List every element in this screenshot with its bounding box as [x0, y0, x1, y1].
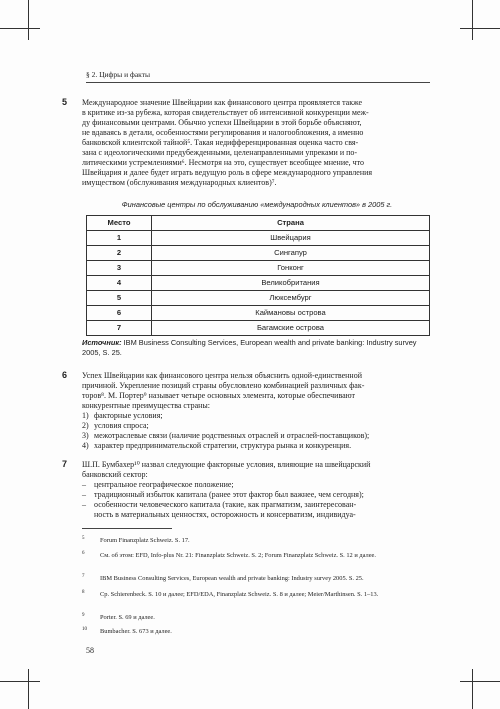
- footnote-number: 9: [82, 613, 85, 618]
- paragraph-number: 5: [62, 97, 68, 107]
- footnote-text: IBM Business Consulting Services, European wealth and private banking: Industry survey 2005. S. 25.: [100, 575, 364, 582]
- crop-mark: [460, 681, 500, 682]
- list-item: [82, 441, 432, 451]
- footnote-text: Forum Finanzplatz Schweiz. S. 17.: [100, 537, 190, 544]
- footnote-text: Ср. Schierenbeck. S. 10 и далее; EFD/EDA, Finanzplatz Schweiz. S. 8 и далее; Meier/Marthinsen. S. 1–13.: [100, 591, 379, 598]
- text-line: торов⁸. М. Портер⁹ называет четыре основных элемента, которые обеспечивают: [82, 391, 356, 400]
- cell-country: Швейцария: [152, 231, 430, 246]
- paragraph-5: [82, 98, 432, 188]
- list-item: [82, 411, 432, 421]
- cell-country: Великобритания: [152, 276, 430, 291]
- text-line: Швейцария и далее будет играть ведущую роль в сфере международного управления: [82, 168, 373, 177]
- cell-country: Гонконг: [152, 261, 430, 276]
- text-line: банковский сектор:: [82, 470, 148, 479]
- paragraph-7: [82, 460, 432, 520]
- list-text: условия спроса;: [94, 421, 149, 430]
- cell-place: 5: [87, 291, 152, 306]
- text-line: в критике из-за рубежа, которая свидетельствует об интенсивной конкуренции меж-: [82, 108, 369, 117]
- paragraph-number: 6: [62, 370, 68, 380]
- text-line: ду финансовыми центрами. Обычно успехи Швейцарии в этой борьбе объясняют,: [82, 118, 362, 127]
- source-text: IBM Business Consulting Services, European wealth and private banking: Industry survey 2005, S. 25.: [82, 338, 417, 357]
- footnote-number: 6: [82, 551, 85, 556]
- text-line: конкурентные преимущества страны:: [82, 401, 210, 410]
- list-text: ность в материальных ценностях, осторожность и консерватизм, индивидуа-: [94, 510, 356, 519]
- list-text: факторные условия;: [94, 411, 163, 420]
- list-item: [82, 480, 432, 490]
- paragraph-6: [82, 371, 432, 451]
- cell-place: 4: [87, 276, 152, 291]
- cell-place: 1: [87, 231, 152, 246]
- list-item: [82, 510, 432, 520]
- text-line: имуществом (обслуживания международных клиентов)⁷.: [82, 178, 277, 187]
- page-number: 58: [86, 646, 94, 655]
- paragraph-number: 7: [62, 459, 68, 469]
- text-line: причиной. Укрепление позиций страны обусловлено комбинацией различных фак-: [82, 381, 365, 390]
- list-marker: 3): [82, 431, 89, 440]
- cell-place: 6: [87, 306, 152, 321]
- conditions-list: [82, 480, 432, 520]
- table-source: [82, 338, 432, 358]
- running-header: § 2. Цифры и факты: [86, 70, 151, 79]
- cell-place: 7: [87, 321, 152, 336]
- crop-mark: [472, 669, 473, 709]
- footnote-number: 5: [82, 536, 85, 541]
- list-text: традиционный избыток капитала (ранее этот фактор был важнее, чем сегодня);: [94, 490, 364, 499]
- table-row: [87, 261, 430, 276]
- cell-place: 3: [87, 261, 152, 276]
- list-text: центральное географическое положение;: [94, 480, 234, 489]
- crop-mark: [460, 28, 500, 29]
- crop-mark: [28, 0, 29, 40]
- text-line: не вдаваясь в детали, особенностями регулирования и налогообложения, а именно: [82, 128, 364, 137]
- cell-country: Каймановы острова: [152, 306, 430, 321]
- text-line: банковской клиентской тайной⁵. Такая недифференцированная оценка часто свя-: [82, 138, 359, 147]
- crop-mark: [28, 669, 29, 709]
- column-header-country: Страна: [152, 216, 430, 231]
- list-marker: 2): [82, 421, 89, 430]
- source-label: Источник:: [82, 338, 122, 347]
- header-rule: [86, 82, 430, 83]
- list-text: характер предпринимательской стратегии, структура рынка и конкуренция.: [94, 441, 352, 450]
- footnote-number: 8: [82, 590, 85, 595]
- text-line: Успех Швейцарии как финансового центра нельзя объяснить одной-единственной: [82, 371, 362, 380]
- table-header-row: [87, 216, 430, 231]
- financial-centers-table: [86, 215, 430, 336]
- list-marker: 4): [82, 441, 89, 450]
- table-row: [87, 306, 430, 321]
- list-marker: 1): [82, 411, 89, 420]
- list-item: [82, 500, 432, 510]
- text-line: зана с идеологическими предубежденными, целенаправленными упреками и по-: [82, 148, 358, 157]
- table-row: [87, 276, 430, 291]
- crop-mark: [472, 0, 473, 40]
- table-row: [87, 246, 430, 261]
- text-line: литическими устремлениями⁶. Несмотря на это, существует всеобщее мнение, что: [82, 158, 365, 167]
- crop-mark: [0, 681, 40, 682]
- footnote-text: Porter. S. 69 и далее.: [100, 614, 155, 621]
- table-row: [87, 231, 430, 246]
- table-row: [87, 291, 430, 306]
- list-item: [82, 421, 432, 431]
- text-line: Международное значение Швейцарии как финансового центра проявляется также: [82, 98, 363, 107]
- crop-mark: [0, 28, 40, 29]
- text-line: Ш.П. Бумбахер¹⁰ назвал следующие факторные условия, влияющие на швейцарский: [82, 460, 371, 469]
- list-marker: –: [82, 500, 86, 509]
- cell-place: 2: [87, 246, 152, 261]
- list-item: [82, 431, 432, 441]
- footnote-number: 7: [82, 574, 85, 579]
- list-marker: –: [82, 480, 86, 489]
- cell-country: Люксембург: [152, 291, 430, 306]
- footnote-separator: [82, 528, 172, 529]
- list-item: [82, 490, 432, 500]
- list-marker: [82, 510, 94, 520]
- table-caption: Финансовые центры по обслуживанию «международных клиентов» в 2005 г.: [121, 200, 393, 209]
- factor-list: [82, 411, 432, 451]
- list-text: особенности человеческого капитала (такие, как прагматизм, заинтересован-: [94, 500, 357, 509]
- footnote-text: Bumbacher. S. 673 и далее.: [100, 628, 172, 635]
- cell-country: Сингапур: [152, 246, 430, 261]
- footnote-number: 10: [82, 627, 87, 632]
- footnote-text: См. об этом: EFD, Info-plus Nr. 21: Finanzplatz Schweiz. S. 2; Forum Finanzplatz Schweiz. S. 12 и далее.: [100, 552, 376, 559]
- cell-country: Багамские острова: [152, 321, 430, 336]
- list-marker: –: [82, 490, 86, 499]
- table-row: [87, 321, 430, 336]
- list-text: межотраслевые связи (наличие родственных отраслей и отраслей-поставщиков);: [94, 431, 370, 440]
- column-header-place: Место: [87, 216, 152, 231]
